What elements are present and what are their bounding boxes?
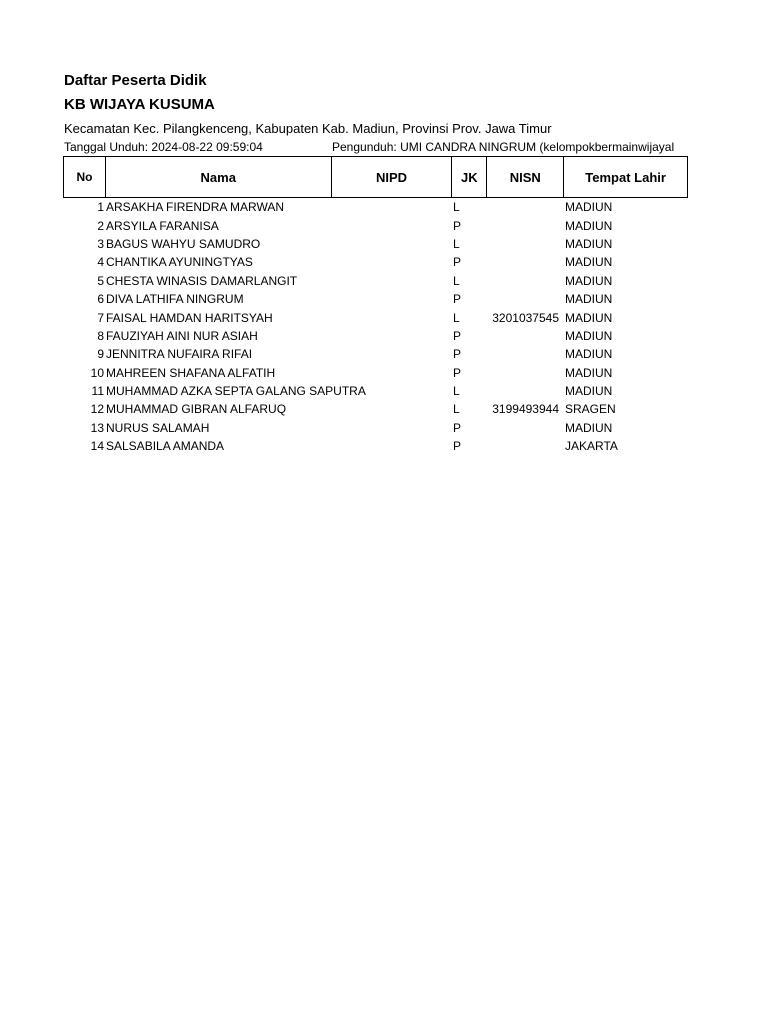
cell-jk: P [453,218,462,233]
cell-tempat-lahir: MADIUN [565,200,613,215]
cell-no: 1 [97,200,104,215]
school-name: KB WIJAYA KUSUMA [64,96,215,113]
table-row [63,437,688,455]
cell-nama: NURUS SALAMAH [106,420,210,435]
header-tempat-lahir: Tempat Lahir [585,169,666,185]
cell-jk: P [453,347,462,362]
cell-no: 6 [97,292,104,307]
cell-tempat-lahir: MADIUN [565,384,613,399]
cell-jk: P [453,439,462,454]
cell-no: 8 [97,328,104,343]
table-header [63,156,688,198]
cell-nama: SALSABILA AMANDA [106,439,225,454]
table-row [63,364,688,382]
cell-no: 13 [90,420,104,435]
header-jk: JK [452,157,487,197]
header-nama: Nama [106,157,332,197]
table-row [63,253,688,271]
cell-tempat-lahir: MADIUN [565,310,613,325]
table-row [63,308,688,326]
cell-no: 9 [97,347,104,362]
cell-nama: DIVA LATHIFA NINGRUM [106,292,244,307]
table-row [63,290,688,308]
cell-jk: P [453,420,462,435]
download-date: Tanggal Unduh: 2024-08-22 09:59:04 [64,140,263,154]
cell-tempat-lahir: MADIUN [565,420,613,435]
cell-no: 4 [97,255,104,270]
table-row [63,419,688,437]
document-title: Daftar Peserta Didik [64,72,207,89]
cell-no: 11 [91,384,104,399]
cell-nama: MAHREEN SHAFANA ALFATIH [106,365,276,380]
header-no: No [64,157,106,197]
cell-jk: L [453,273,460,288]
table-row [63,272,688,290]
cell-jk: L [453,402,460,417]
cell-nama: JENNITRA NUFAIRA RIFAI [106,347,253,362]
table-row [63,400,688,418]
table-row [63,345,688,363]
cell-jk: P [453,292,462,307]
cell-tempat-lahir: SRAGEN [565,402,616,417]
location-line: Kecamatan Kec. Pilangkenceng, Kabupaten Kab. Madiun, Provinsi Prov. Jawa Timur [64,121,552,136]
header-nisn: NISN [487,157,564,197]
cell-tempat-lahir: MADIUN [565,218,613,233]
cell-tempat-lahir: MADIUN [565,236,613,251]
table-row [63,327,688,345]
table-row [63,382,688,400]
cell-jk: P [453,365,462,380]
cell-no: 3 [97,236,104,251]
cell-nama: FAISAL HAMDAN HARITSYAH [106,310,273,325]
table-body [63,198,688,455]
cell-no: 5 [97,273,104,288]
cell-nisn: 3201037545 [492,310,559,325]
cell-jk: L [453,384,460,399]
cell-no: 2 [97,218,104,233]
cell-jk: L [453,200,460,215]
downloader-info: Pengunduh: UMI CANDRA NINGRUM (kelompokbermainwijayal [332,140,675,154]
cell-no: 12 [90,402,104,417]
cell-tempat-lahir: MADIUN [565,347,613,362]
cell-tempat-lahir: MADIUN [565,255,613,270]
table-row [63,235,688,253]
cell-nama: MUHAMMAD AZKA SEPTA GALANG SAPUTRA [106,384,366,399]
table-row [63,216,688,234]
cell-nama: BAGUS WAHYU SAMUDRO [106,236,261,251]
cell-jk: L [453,310,460,325]
cell-nama: FAUZIYAH AINI NUR ASIAH [106,328,258,343]
cell-nama: MUHAMMAD GIBRAN ALFARUQ [106,402,287,417]
header-nipd: NIPD [332,157,453,197]
cell-tempat-lahir: MADIUN [565,328,613,343]
cell-nama: ARSYILA FARANISA [106,218,219,233]
cell-nama: CHESTA WINASIS DAMARLANGIT [106,273,298,288]
cell-no: 10 [90,365,104,380]
cell-tempat-lahir: MADIUN [565,365,613,380]
cell-nisn: 3199493944 [492,402,559,417]
cell-no: 7 [97,310,104,325]
cell-nama: CHANTIKA AYUNINGTYAS [106,255,253,270]
cell-jk: P [453,328,462,343]
cell-nama: ARSAKHA FIRENDRA MARWAN [106,200,285,215]
table-row [63,198,688,216]
cell-no: 14 [90,439,104,454]
cell-jk: L [453,236,460,251]
cell-jk: P [453,255,462,270]
cell-tempat-lahir: MADIUN [565,292,613,307]
cell-tempat-lahir: MADIUN [565,273,613,288]
cell-tempat-lahir: JAKARTA [565,439,618,454]
